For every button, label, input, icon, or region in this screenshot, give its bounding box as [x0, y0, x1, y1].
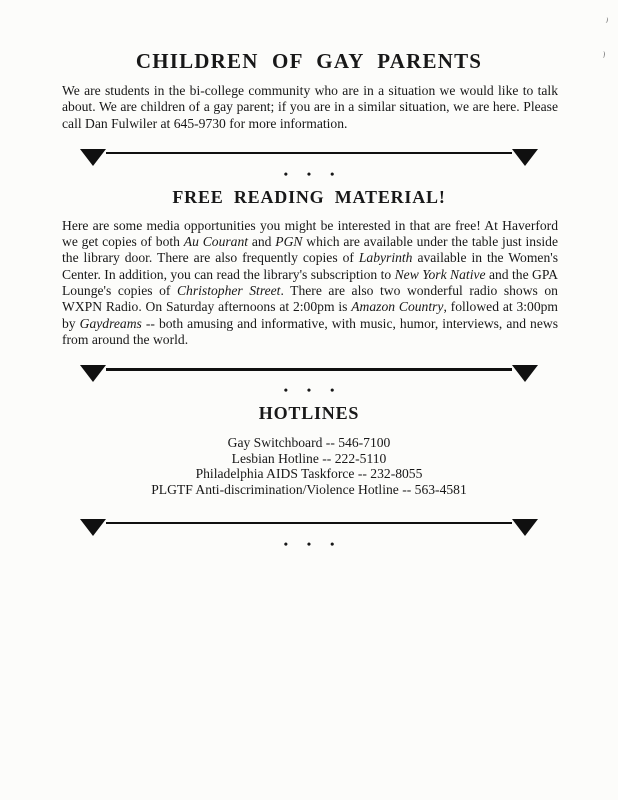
hotline-entry-lesbian-hotline: Lesbian Hotline -- 222-5110: [231, 450, 387, 466]
hotline-entry-plgtf-antidiscrimination: PLGTF Anti-discrimination/Violence Hotline -- 563-4581: [151, 482, 467, 498]
triangle-down-icon: [80, 365, 106, 382]
section-divider: [80, 149, 538, 179]
divider-rule: [106, 152, 512, 154]
triangle-down-icon: [512, 519, 538, 536]
divider-rule: [106, 522, 512, 524]
divider-row: [80, 149, 538, 166]
divider-row: [80, 519, 538, 536]
free-reading-material-paragraph: Here are some media opportunities you might be interested in that are free! At Haverford we get copies of both Au Courant and PGN which are available under the table just inside the library door. There are also frequently copies of Labyrinth available in the Women's Center. In addition, you can read the library's subscription to New York Native and the GPA Lounge's copies of Christopher Street. There are also two wonderful radio shows on WXPN Radio. On Saturday afternoons at 2:00pm is Amazon Country, followed at 3:00pm by Gaydreams -- both amusing and informative, with music, humor, interviews, and news from around the world.: [62, 217, 558, 347]
scan-artifact: [604, 17, 609, 24]
divider-dots: • • •: [283, 166, 343, 181]
section-divider: [80, 365, 538, 398]
hotline-entry-gay-switchboard: Gay Switchboard -- 546-7100: [227, 435, 391, 451]
triangle-down-icon: [512, 365, 538, 382]
hotline-entry-philadelphia-aids-taskforce: Philadelphia AIDS Taskforce -- 232-8055: [195, 466, 423, 482]
section-title-hotlines: HOTLINES: [258, 403, 360, 424]
triangle-down-icon: [512, 149, 538, 166]
hotlines-list: [0, 435, 618, 497]
divider-rule: [106, 368, 512, 370]
section-title-children-of-gay-parents: CHILDREN OF GAY PARENTS: [135, 49, 483, 73]
divider-dots: • • •: [283, 536, 343, 551]
triangle-down-icon: [80, 149, 106, 166]
triangle-down-icon: [80, 519, 106, 536]
divider-dots: • • •: [283, 383, 343, 398]
divider-row: [80, 365, 538, 382]
section-divider: [80, 519, 538, 549]
children-of-gay-parents-paragraph: We are students in the bi-college community who are in a situation we would like to talk about. We are children of a gay parent; if you are in a similar situation, we are here. Please call Dan Fulwiler at 645-9730 for more information.: [62, 83, 558, 131]
section-title-free-reading-material: FREE READING MATERIAL!: [172, 186, 446, 207]
